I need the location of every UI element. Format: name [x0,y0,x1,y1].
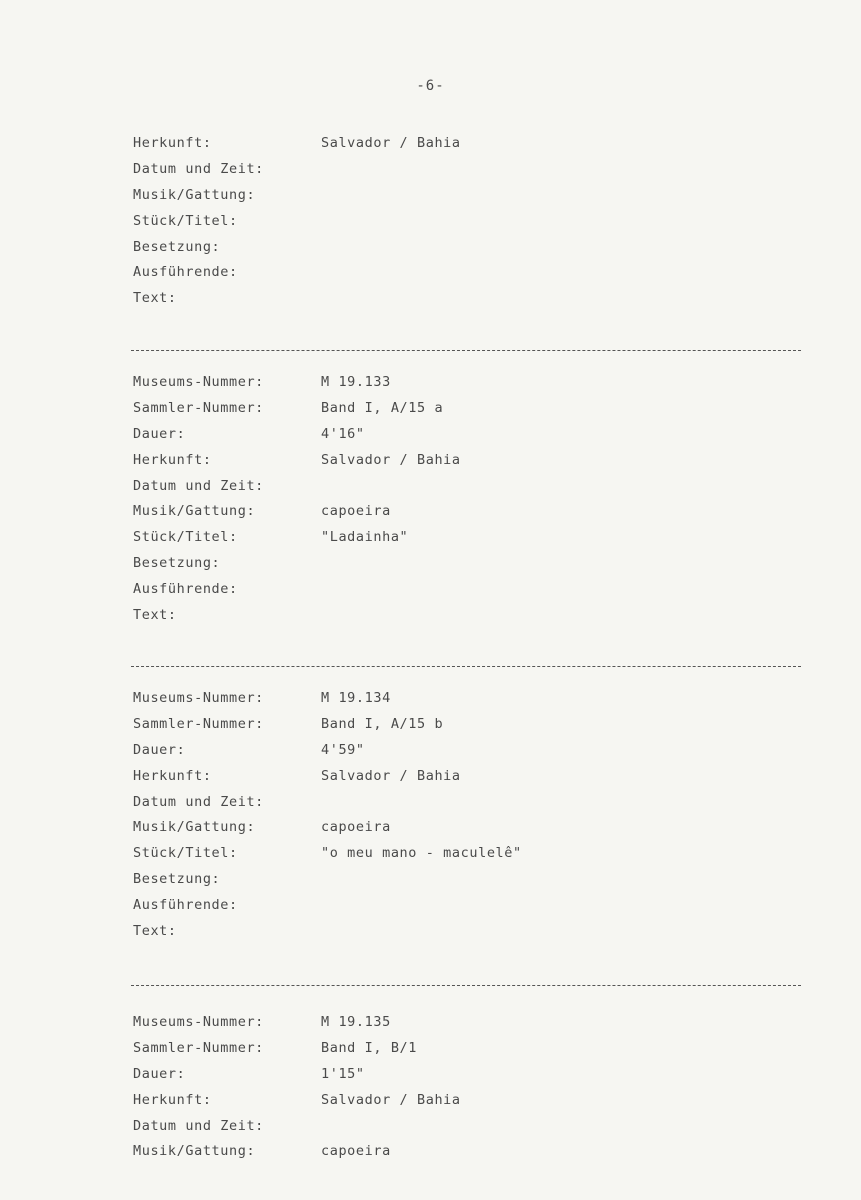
field-label: Stück/Titel: [133,212,238,229]
field-row [133,815,813,841]
field-value: M 19.135 [321,1014,391,1030]
field-row [133,790,813,816]
page-number: -6- [416,78,445,94]
field-value: Band I, A/15 a [321,399,444,416]
field-label: Besetzung: [133,238,221,255]
field-label: Herkunft: [133,1091,212,1108]
field-label: Datum und Zeit: [133,160,264,177]
field-label: Musik/Gattung: [133,503,256,520]
field-label: Herkunft: [133,451,212,468]
dashed-separator [131,985,801,986]
field-row [133,867,813,893]
field-value: 1'15" [321,1065,365,1082]
field-label: Musik/Gattung: [133,1143,256,1160]
record-block [133,1010,813,1165]
field-row [133,396,813,422]
field-label: Stück/Titel: [133,529,238,546]
field-label: Herkunft: [133,135,212,151]
field-row [133,738,813,764]
field-label: Sammler-Nummer: [133,399,264,416]
field-row [133,183,813,209]
field-label: Herkunft: [133,767,212,784]
field-label: Sammler-Nummer: [133,715,264,732]
field-row [133,260,813,286]
field-value: 4'59" [321,741,365,758]
field-label: Text: [133,290,177,307]
field-value: "o meu mano - maculelê" [321,845,522,862]
field-row [133,525,813,551]
field-row [133,499,813,525]
field-row [133,551,813,577]
field-value: Salvador / Bahia [321,1091,461,1108]
field-value: Salvador / Bahia [321,767,461,784]
field-row [133,235,813,261]
field-label: Datum und Zeit: [133,477,264,494]
dashed-separator [131,350,801,351]
field-row [133,286,813,312]
field-label: Besetzung: [133,871,221,888]
field-label: Ausführende: [133,897,238,914]
field-value: capoeira [321,819,391,836]
field-value: capoeira [321,503,391,520]
field-row [133,1036,813,1062]
field-label: Datum und Zeit: [133,793,264,810]
field-value: M 19.134 [321,690,391,706]
field-row [133,474,813,500]
field-label: Datum und Zeit: [133,1117,264,1134]
field-value: Band I, B/1 [321,1039,418,1056]
field-value: capoeira [321,1143,391,1160]
record-block [133,131,813,312]
field-label: Ausführende: [133,581,238,598]
field-label: Text: [133,923,177,940]
field-value: 4'16" [321,425,365,442]
field-row [133,448,813,474]
record-block [133,370,813,629]
field-row [133,1062,813,1088]
record-block [133,686,813,945]
field-label: Museums-Nummer: [133,690,264,706]
field-value: M 19.133 [321,374,391,390]
field-label: Dauer: [133,425,186,442]
field-value: Salvador / Bahia [321,451,461,468]
dashed-separator [131,666,801,667]
field-row [133,1010,813,1036]
field-row [133,764,813,790]
field-row [133,370,813,396]
field-row [133,131,813,157]
field-row [133,712,813,738]
field-row [133,1139,813,1165]
field-row [133,686,813,712]
field-label: Besetzung: [133,555,221,572]
field-row [133,209,813,235]
field-value: Band I, A/15 b [321,715,444,732]
field-row [133,157,813,183]
field-value: "Ladainha" [321,529,409,546]
field-row [133,422,813,448]
field-row [133,1114,813,1140]
field-label: Text: [133,607,177,624]
field-label: Musik/Gattung: [133,186,256,203]
field-label: Museums-Nummer: [133,1014,264,1030]
field-label: Museums-Nummer: [133,374,264,390]
field-row [133,603,813,629]
field-label: Sammler-Nummer: [133,1039,264,1056]
field-row [133,577,813,603]
field-row [133,893,813,919]
field-label: Stück/Titel: [133,845,238,862]
field-label: Ausführende: [133,264,238,281]
field-row [133,841,813,867]
field-value: Salvador / Bahia [321,135,461,151]
field-label: Musik/Gattung: [133,819,256,836]
field-label: Dauer: [133,741,186,758]
field-row [133,919,813,945]
field-label: Dauer: [133,1065,186,1082]
field-row [133,1088,813,1114]
